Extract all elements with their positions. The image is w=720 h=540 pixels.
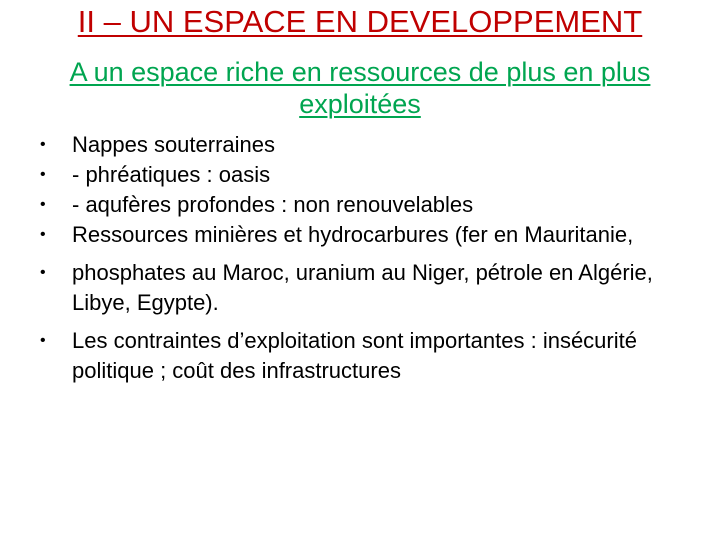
bullet-text: - aqufères profondes : non renouvelables (72, 192, 474, 217)
bullet-item (40, 258, 680, 318)
bullet-text: Les contraintes d’exploitation sont importantes : insécurité politique ; coût des infrastructures (72, 328, 637, 383)
bullet-text: phosphates au Maroc, uranium au Niger, pétrole en Algérie, Libye, Egypte). (72, 260, 653, 315)
bullet-dot-icon: • (40, 332, 46, 349)
bullet-dot-icon: • (40, 166, 46, 183)
slide-subtitle: A un espace riche en ressources de plus en plus exploitées (69, 57, 651, 119)
slide-title: II – UN ESPACE EN DEVELOPPEMENT (77, 4, 643, 39)
bullet-text: Ressources minières et hydrocarbures (fer en Mauritanie, (72, 222, 634, 247)
bullet-item (40, 220, 680, 250)
bullet-text: - phréatiques : oasis (72, 162, 271, 187)
bullet-list (40, 130, 680, 394)
bullet-dot-icon: • (40, 226, 46, 243)
bullet-dot-icon: • (40, 196, 46, 213)
bullet-text: Nappes souterraines (72, 132, 276, 157)
bullet-item (40, 326, 680, 386)
bullet-dot-icon: • (40, 136, 46, 153)
bullet-item (40, 160, 680, 190)
bullet-item (40, 130, 680, 160)
bullet-item (40, 190, 680, 220)
bullet-dot-icon: • (40, 264, 46, 281)
